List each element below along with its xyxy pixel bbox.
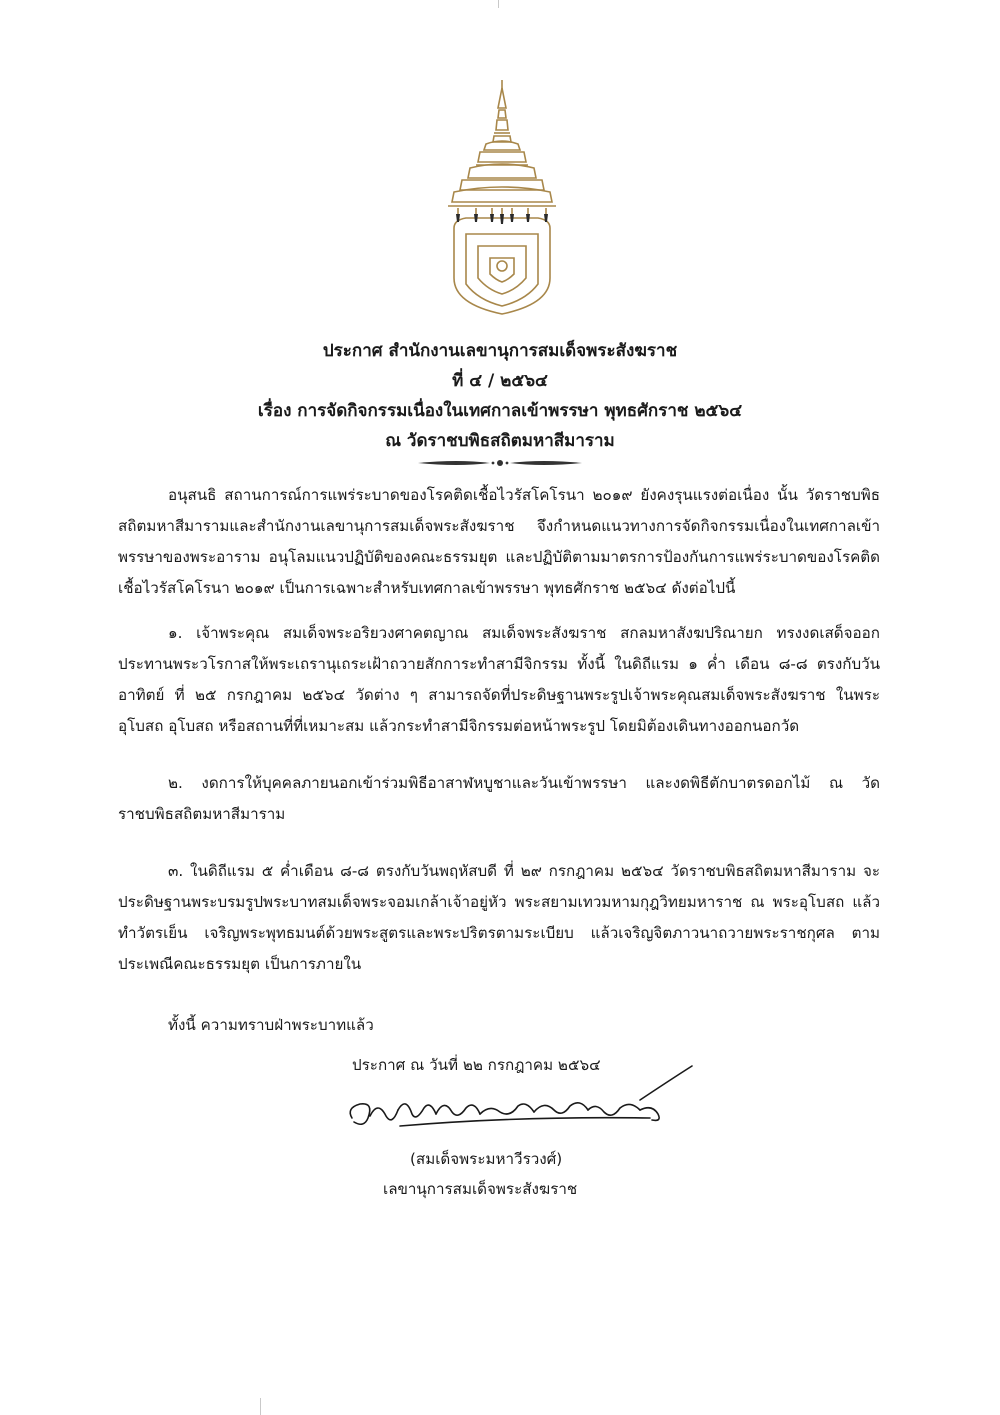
- divider-ornament-icon: [418, 456, 582, 470]
- header-issuer: ประกาศ สำนักงานเลขานุการสมเด็จพระสังฆราช: [322, 341, 678, 361]
- header-number: ที่ ๔ / ๒๕๖๔: [452, 371, 548, 391]
- header-subject: เรื่อง การจัดกิจกรรมเนื่องในเทศกาลเข้าพรรษา พุทธศักราช ๒๕๖๔: [257, 401, 743, 421]
- scan-mark-bottom: [260, 1398, 261, 1415]
- scan-mark-top: [498, 0, 499, 8]
- item-3-paragraph: ๓. ในดิถีแรม ๕ ค่ำเดือน ๘-๘ ตรงกับวันพฤหัสบดี ที่ ๒๙ กรกฎาคม ๒๕๖๔ วัดราชบพิธสถิตมหาสีมาราม จะประดิษฐานพระบรมรูปพระบาทสมเด็จพระจอมเกล้าเจ้าอยู่หัว พระสยามเทวมหามกุฎวิทยมหาราช ณ พระอุโบสถ แล้วทำวัตรเย็น เจริญพระพุทธมนต์ด้วยพระสูตรและพระปริตรตามระเบียบ แล้วเจริญจิตภาวนาถวายพระราชกุศล ตามประเพณีคณะธรรมยุต เป็นการภายใน: [118, 862, 880, 973]
- item-2-paragraph: ๒. งดการให้บุคคลภายนอกเข้าร่วมพิธีอาสาฬหบูชาและวันเข้าพรรษา และงดพิธีตักบาตรดอกไม้ ณ วัดราชบพิธสถิตมหาสีมาราม: [118, 774, 880, 823]
- signer-name: (สมเด็จพระมหาวีรวงศ์): [410, 1150, 563, 1168]
- announcement-body: [118, 480, 880, 980]
- signer-title: เลขานุการสมเด็จพระสังฆราช: [383, 1180, 578, 1198]
- item-1-paragraph: ๑. เจ้าพระคุณ สมเด็จพระอริยวงศาคตญาณ สมเด็จพระสังฆราช สกลมหาสังฆปริณายก ทรงงดเสด็จออกประทานพระวโรกาสให้พระเถรานุเถระเฝ้าถวายสักการะทำสามีจิกรรม ทั้งนี้ ในดิถีแรม ๑ ค่ำ เดือน ๘-๘ ตรงกับวันอาทิตย์ ที่ ๒๕ กรกฎาคม ๒๕๖๔ วัดต่าง ๆ สามารถจัดที่ประดิษฐานพระรูปเจ้าพระคุณสมเด็จพระสังฆราช ในพระอุโบสถ อุโบสถ หรือสถานที่ที่เหมาะสม แล้วกระทำสามีจิกรรมต่อหน้าพระรูป โดยมิต้องเดินทางออกนอกวัด: [118, 624, 880, 735]
- handwritten-signature-icon: [340, 1060, 710, 1140]
- intro-paragraph: อนุสนธิ สถานการณ์การแพร่ระบาดของโรคติดเชื้อไวรัสโคโรนา ๒๐๑๙ ยังคงรุนแรงต่อเนื่อง นั้น วัดราชบพิธสถิตมหาสีมารามและสำนักงานเลขานุการสมเด็จพระสังฆราช จึงกำหนดแนวทางการจัดกิจกรรมเนื่องในเทศกาลเข้าพรรษาของพระอาราม อนุโลมแนวปฏิบัติของคณะธรรมยุต และปฏิบัติตามมาตรการป้องกันการแพร่ระบาดของโรคติดเชื้อไวรัสโคโรนา ๒๐๑๙ เป็นการเฉพาะสำหรับเทศกาลเข้าพรรษา พุทธศักราช ๒๕๖๔ ดังต่อไปนี้: [118, 486, 880, 597]
- closing-line: ทั้งนี้ ความทราบฝ่าพระบาทแล้ว: [168, 1016, 374, 1034]
- announcement-date: ประกาศ ณ วันที่ ๒๒ กรกฎาคม ๒๕๖๔: [352, 1056, 601, 1074]
- announcement-header: [0, 336, 1000, 456]
- temple-spire-emblem-icon: [446, 78, 558, 316]
- header-location: ณ วัดราชบพิธสถิตมหาสีมาราม: [385, 431, 615, 451]
